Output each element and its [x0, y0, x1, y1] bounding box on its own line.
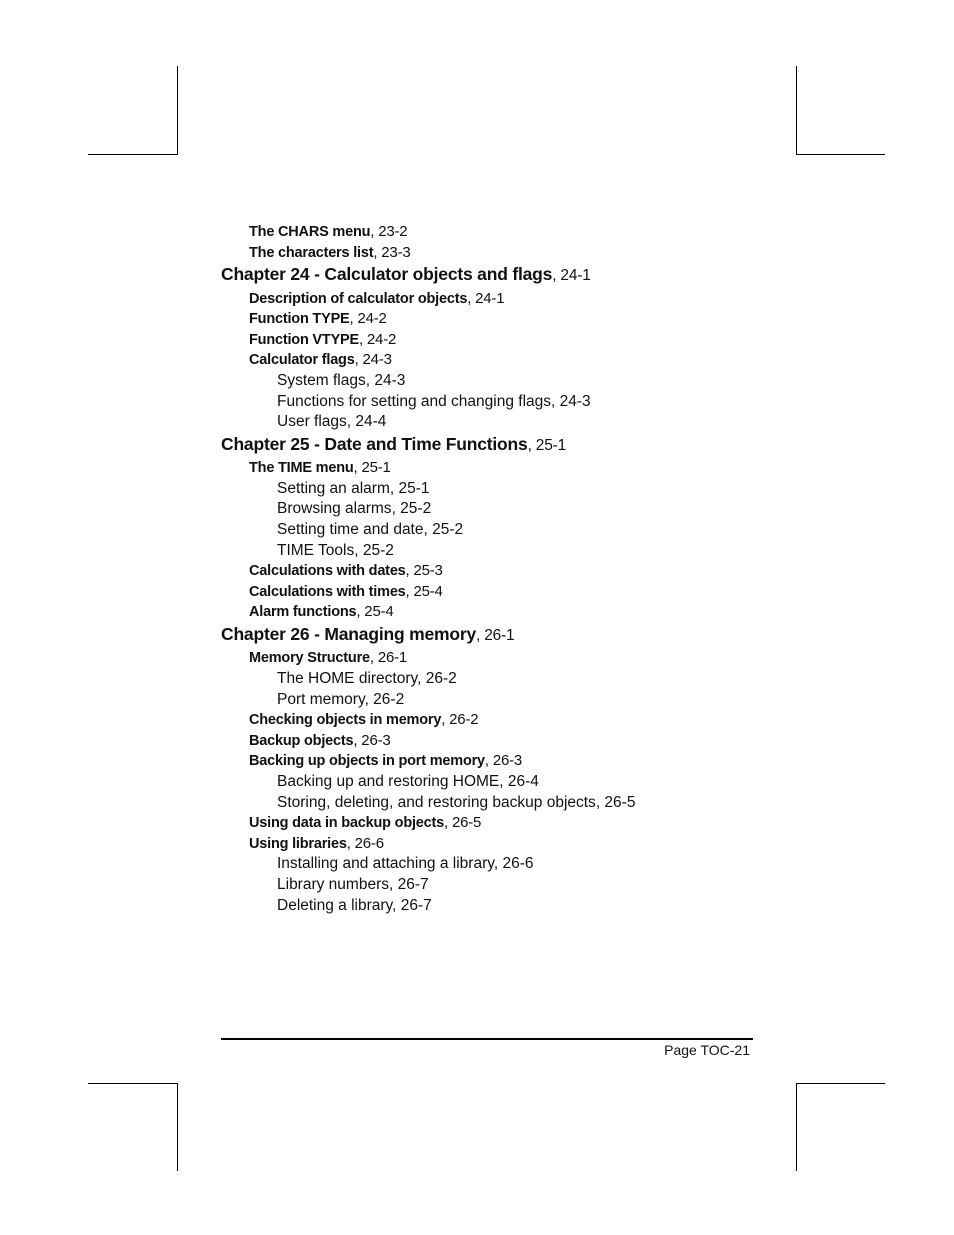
toc-section: [249, 650, 407, 666]
crop-mark-bottom-left-horizontal: [88, 1083, 178, 1084]
toc-entry-title: Calculations with dates: [249, 563, 406, 580]
toc-section: [249, 815, 481, 831]
toc-chapter: [221, 433, 566, 454]
toc-entry-page: , 25-4: [405, 582, 443, 600]
toc-subsection: [277, 898, 432, 914]
toc-entry-title: Using data in backup objects: [249, 815, 445, 832]
toc-section: [249, 604, 394, 620]
toc-entry-title: Setting time and date: [277, 521, 424, 538]
toc-subsection: [277, 877, 429, 893]
crop-mark-bottom-right-horizontal: [796, 1083, 885, 1084]
toc-entry-title: The characters list: [249, 244, 374, 261]
toc-entry-title: Browsing alarms: [277, 500, 392, 518]
toc-section: [249, 291, 504, 307]
toc-entry-title: Calculations with times: [249, 583, 406, 600]
toc-entry-page: , 26-6: [493, 855, 534, 873]
toc-entry-page: , 26-7: [389, 876, 429, 893]
toc-entry-title: Backing up objects in port memory: [249, 753, 485, 770]
toc-entry-title: Description of calculator objects: [249, 290, 468, 307]
toc-entry-page: , 26-2: [441, 711, 479, 729]
toc-entry-page: , 25-1: [389, 479, 430, 497]
toc-section: [249, 712, 478, 728]
toc-entry-title: Function TYPE: [249, 311, 350, 328]
toc-subsection: [277, 501, 431, 517]
toc-section: [249, 352, 392, 368]
toc-entry-page: , 26-5: [444, 814, 482, 832]
toc-entry-page: , 26-6: [346, 834, 384, 852]
toc-subsection: [277, 856, 533, 872]
toc-section: [249, 733, 391, 749]
toc-entry-page: , 24-3: [551, 392, 591, 410]
toc-entry-title: The TIME menu: [249, 460, 354, 477]
toc-chapter: [221, 266, 591, 284]
toc-subsection: [277, 692, 404, 708]
toc-entry-page: , 24-1: [467, 289, 505, 307]
toc-entry-title: Installing and attaching a library: [277, 855, 494, 873]
toc-section: [249, 836, 384, 852]
toc-entry-page: , 25-2: [423, 521, 464, 538]
toc-section: [249, 584, 443, 600]
toc-entry-page: , 26-7: [392, 896, 432, 914]
toc-entry-page: , 26-3: [353, 731, 391, 749]
toc-entry-title: User flags: [277, 413, 347, 431]
crop-mark-bottom-right-vertical: [796, 1083, 797, 1171]
toc-entry-page: , 23-3: [373, 243, 411, 261]
toc-entry-title: Alarm functions: [249, 604, 357, 621]
toc-entry-title: Chapter 25 - Date and Time Functions: [221, 433, 528, 454]
toc-entry-title: Setting an alarm: [277, 479, 390, 497]
toc-entry-title: Functions for setting and changing flags: [277, 392, 552, 410]
toc-entry-page: , 24-2: [358, 330, 397, 348]
toc-section: [249, 460, 391, 476]
toc-entry-page: , 24-2: [349, 310, 387, 328]
toc-entry-page: , 26-1: [476, 626, 515, 644]
toc-entry-title: Backup objects: [249, 732, 354, 749]
toc-entry-title: Storing, deleting, and restoring backup objects: [277, 793, 596, 811]
toc-entry-page: , 25-1: [353, 459, 391, 477]
toc-entry-page: , 24-1: [552, 267, 591, 285]
toc-entry-page: , 26-2: [364, 690, 405, 708]
toc-entry-title: The HOME directory: [277, 670, 418, 687]
toc-entry-title: Checking objects in memory: [249, 712, 442, 729]
toc-section: [249, 753, 522, 769]
toc-entry-page: , 23-2: [370, 223, 408, 240]
toc-entry-title: Using libraries: [249, 835, 347, 852]
toc-entry-page: , 25-4: [356, 603, 394, 621]
toc-entry-title: Deleting a library: [277, 896, 393, 914]
toc-entry-title: Memory Structure: [249, 650, 370, 667]
toc-subsection: [277, 481, 430, 497]
toc-subsection: [277, 795, 635, 811]
toc-entry-page: , 26-2: [417, 670, 457, 687]
toc-entry-page: , 24-4: [346, 413, 387, 431]
toc-entry-page: , 25-3: [405, 562, 443, 580]
toc-entry-page: , 25-2: [391, 500, 432, 518]
toc-entry-title: Library numbers: [277, 876, 389, 893]
toc-subsection: [277, 522, 463, 538]
toc-section: [249, 332, 396, 348]
toc-entry-title: Chapter 24 - Calculator objects and flags: [221, 264, 553, 285]
toc-subsection: [277, 373, 405, 389]
toc-entry-page: , 26-1: [369, 649, 408, 667]
toc-entry-title: Port memory: [277, 690, 365, 708]
toc-entry-page: , 24-3: [365, 372, 406, 389]
toc-chapter: [221, 623, 515, 644]
toc-entry-page: , 25-2: [354, 541, 394, 559]
toc-subsection: [277, 671, 457, 687]
toc-section: [249, 311, 387, 327]
toc-entry-title: System flags: [277, 372, 366, 389]
toc-section: [249, 224, 407, 240]
footer-rule: [221, 1038, 753, 1040]
toc-entry-page: , 26-4: [499, 773, 539, 790]
toc-subsection: [277, 774, 539, 790]
toc-entry-title: TIME Tools: [277, 541, 355, 559]
toc-entry-title: Chapter 26 - Managing memory: [221, 623, 477, 644]
toc-section: [249, 563, 443, 579]
toc-entry-page: , 25-1: [527, 436, 566, 454]
page-number: Page TOC-21: [664, 1042, 750, 1058]
toc-subsection: [277, 543, 394, 559]
crop-mark-bottom-left-vertical: [177, 1083, 178, 1171]
toc-entry-page: , 24-3: [354, 351, 392, 369]
toc-section: [249, 245, 411, 261]
toc-entry-title: The CHARS menu: [249, 224, 371, 240]
toc-subsection: [277, 394, 591, 410]
toc-entry-page: , 26-3: [484, 752, 523, 770]
toc-entry-title: Backing up and restoring HOME: [277, 773, 500, 790]
toc-entry-page: , 26-5: [595, 793, 636, 811]
toc-entry-title: Calculator flags: [249, 352, 355, 369]
toc-entry-title: Function VTYPE: [249, 331, 359, 348]
toc-subsection: [277, 414, 386, 430]
